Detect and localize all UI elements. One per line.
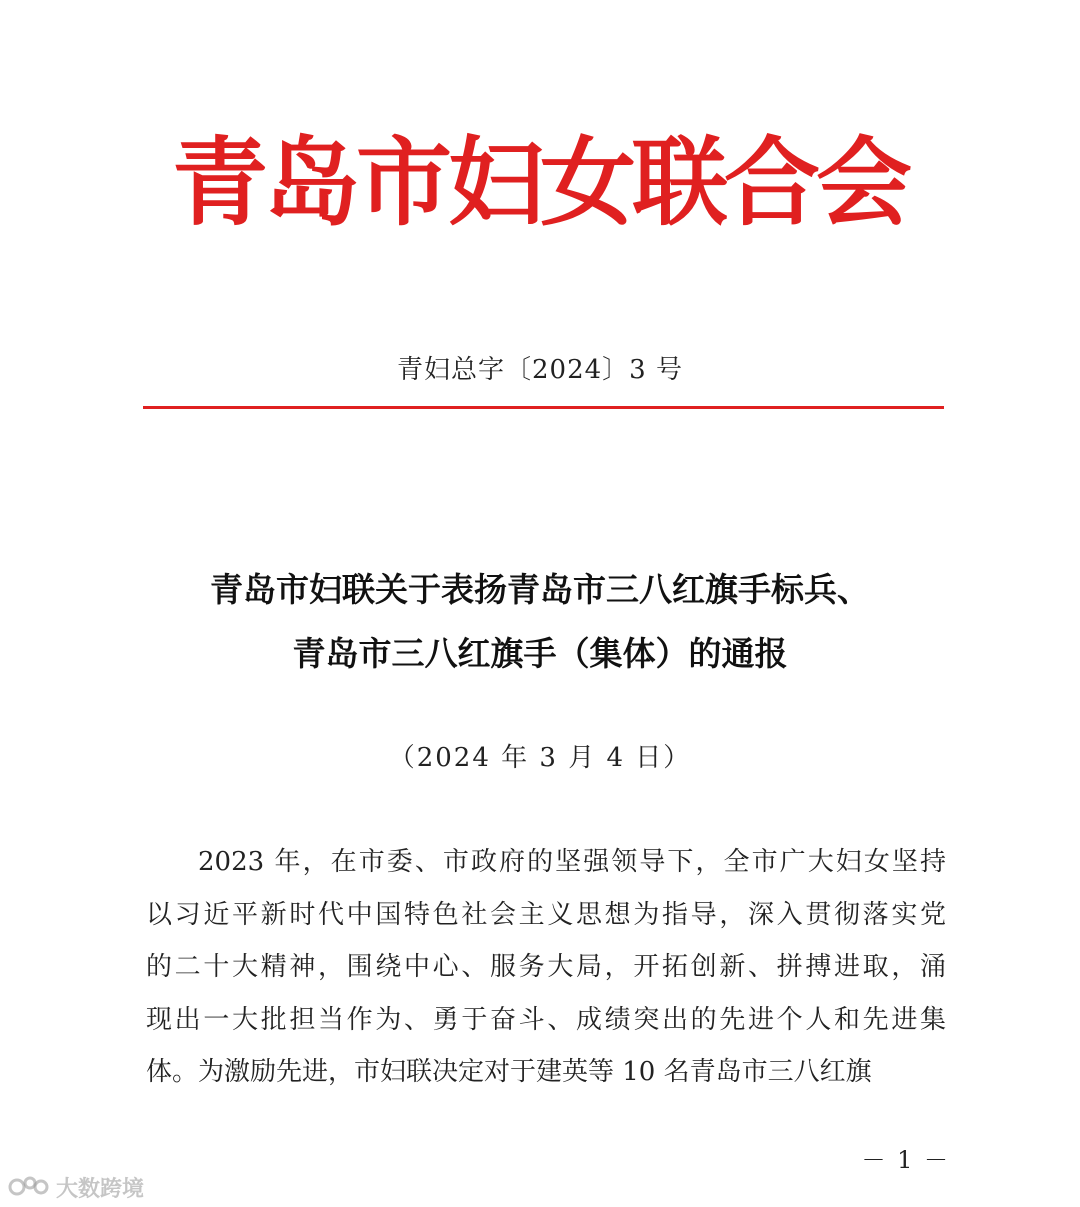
brand-logo-icon — [8, 1174, 50, 1200]
document-title-line-1: 青岛市妇联关于表扬青岛市三八红旗手标兵、 — [210, 570, 870, 609]
document-date: （2024 年 3 月 4 日） — [388, 743, 692, 773]
masthead-title: 青岛市妇女联合会 — [172, 126, 908, 239]
page-number: － 1 － — [861, 1146, 950, 1174]
watermark — [8, 1170, 144, 1204]
body-line: 体。为激励先进，市妇联决定对于建英等 10 名青岛市三八红旗 — [146, 1057, 872, 1087]
body-paragraph — [146, 836, 946, 1099]
watermark-text: 大数跨境 — [56, 1176, 145, 1202]
body-line: 的二十大精神，围绕中心、服务大局，开拓创新、拼搏进取，涌 — [146, 952, 946, 982]
body-line: 2023 年，在市委、市政府的坚强领导下，全市广大妇女坚持 — [198, 847, 946, 877]
document-title — [0, 558, 1080, 686]
red-divider-line — [143, 406, 944, 409]
document-title-line-2: 青岛市三八红旗手（集体）的通报 — [292, 634, 788, 673]
body-line: 以习近平新时代中国特色社会主义思想为指导，深入贯彻落实党 — [146, 899, 946, 930]
document-number: 青妇总字〔2024〕3 号 — [397, 355, 683, 385]
body-line: 现出一大批担当作为、勇于奋斗、成绩突出的先进个人和先进集 — [146, 1004, 946, 1035]
